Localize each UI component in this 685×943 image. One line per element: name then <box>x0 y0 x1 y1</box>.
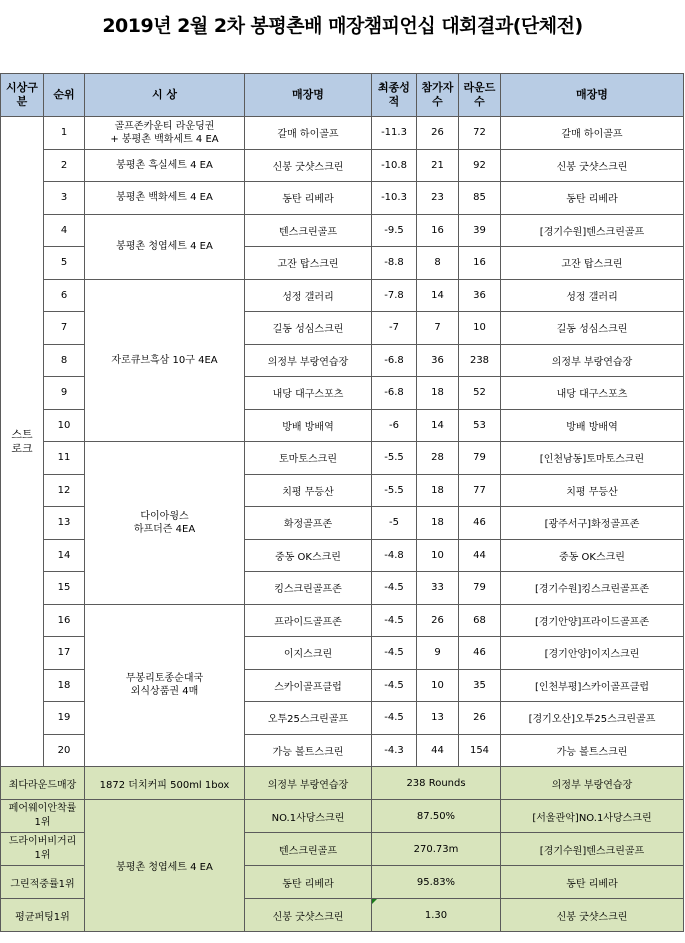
store-cell: 치평 무등산 <box>245 474 372 507</box>
participants-cell: 23 <box>417 182 459 215</box>
award-value: 95.83% <box>372 866 501 899</box>
store2-cell: 갈매 하이골프 <box>501 117 684 150</box>
store2-cell: [경기수원]킹스크린골프존 <box>501 572 684 605</box>
store2-cell: 내당 대구스포츠 <box>501 377 684 410</box>
award-label: 드라이버비거리 1위 <box>1 833 85 866</box>
page-title: 2019년 2월 2차 봉평촌배 매장챔피언십 대회결과(단체전) <box>102 15 583 37</box>
results-table <box>0 73 684 932</box>
score-cell: -4.5 <box>372 669 417 702</box>
rank-cell: 7 <box>44 312 85 345</box>
participants-cell: 10 <box>417 669 459 702</box>
rounds-cell: 154 <box>459 734 501 767</box>
award-store2: [경기수원]텐스크린골프 <box>501 833 684 866</box>
store2-cell: 동탄 리베라 <box>501 182 684 215</box>
award-store2: 의정부 부랑연습장 <box>501 767 684 800</box>
score-cell: -9.5 <box>372 214 417 247</box>
header-rounds: 라운드수 <box>459 74 501 117</box>
award-row-fairway <box>1 800 684 833</box>
header-rank: 순위 <box>44 74 85 117</box>
participants-cell: 10 <box>417 539 459 572</box>
participants-cell: 18 <box>417 474 459 507</box>
rank-cell: 13 <box>44 507 85 540</box>
participants-cell: 36 <box>417 344 459 377</box>
participants-cell: 14 <box>417 409 459 442</box>
prize-cell: 봉평촌 백화세트 4 EA <box>85 182 245 215</box>
store2-cell: [광주서구]화정골프존 <box>501 507 684 540</box>
score-cell: -5 <box>372 507 417 540</box>
award-value: 270.73m <box>372 833 501 866</box>
score-cell: -4.8 <box>372 539 417 572</box>
award-store2: 동탄 리베라 <box>501 866 684 899</box>
store2-cell: 신봉 굿샷스크린 <box>501 149 684 182</box>
rank-cell: 8 <box>44 344 85 377</box>
rounds-cell: 92 <box>459 149 501 182</box>
store-cell: 토마토스크린 <box>245 442 372 475</box>
participants-cell: 18 <box>417 507 459 540</box>
store-cell: 텐스크린골프 <box>245 214 372 247</box>
award-label: 평균퍼팅1위 <box>1 899 85 932</box>
participants-cell: 44 <box>417 734 459 767</box>
rank-cell: 5 <box>44 247 85 280</box>
table-row <box>1 182 684 215</box>
store-cell: 가능 볼트스크린 <box>245 734 372 767</box>
store2-cell: 고잔 탑스크린 <box>501 247 684 280</box>
rounds-cell: 39 <box>459 214 501 247</box>
rank-cell: 1 <box>44 117 85 150</box>
rounds-cell: 52 <box>459 377 501 410</box>
store-cell: 내당 대구스포츠 <box>245 377 372 410</box>
table-row <box>1 149 684 182</box>
score-cell: -10.3 <box>372 182 417 215</box>
score-cell: -11.3 <box>372 117 417 150</box>
rounds-cell: 36 <box>459 279 501 312</box>
score-cell: -6.8 <box>372 344 417 377</box>
participants-cell: 26 <box>417 117 459 150</box>
award-label: 페어웨이안착률 1위 <box>1 800 85 833</box>
rounds-cell: 35 <box>459 669 501 702</box>
rounds-cell: 79 <box>459 572 501 605</box>
store-cell: 중동 OK스크린 <box>245 539 372 572</box>
store2-cell: 성정 갤러리 <box>501 279 684 312</box>
award-store2: [서울관악]NO.1사당스크린 <box>501 800 684 833</box>
store2-cell: 치평 무등산 <box>501 474 684 507</box>
score-cell: -10.8 <box>372 149 417 182</box>
award-store2: 신봉 굿샷스크린 <box>501 899 684 932</box>
rounds-cell: 46 <box>459 637 501 670</box>
header-store: 매장명 <box>245 74 372 117</box>
rank-cell: 14 <box>44 539 85 572</box>
stroke-results <box>1 117 684 767</box>
table-row <box>1 604 684 637</box>
score-cell: -6 <box>372 409 417 442</box>
rounds-cell: 10 <box>459 312 501 345</box>
store2-cell: [인천남동]토마토스크린 <box>501 442 684 475</box>
prize-cell: 골프존카운티 라운딩권 + 봉평촌 백화세트 4 EA <box>85 117 245 150</box>
participants-cell: 8 <box>417 247 459 280</box>
prize-cell: 무봉리토종순대국 외식상품권 4매 <box>85 604 245 767</box>
award-prize: 1872 더치커피 500ml 1box <box>85 767 245 800</box>
award-row-most-rounds <box>1 767 684 800</box>
rank-cell: 2 <box>44 149 85 182</box>
store-cell: 스카이골프클럽 <box>245 669 372 702</box>
special-awards <box>1 767 684 932</box>
store-cell: 동탄 리베라 <box>245 182 372 215</box>
rounds-cell: 79 <box>459 442 501 475</box>
store-cell: 성정 갤러리 <box>245 279 372 312</box>
rounds-cell: 68 <box>459 604 501 637</box>
rank-cell: 12 <box>44 474 85 507</box>
rounds-cell: 26 <box>459 702 501 735</box>
rank-cell: 3 <box>44 182 85 215</box>
award-store: 신봉 굿샷스크린 <box>245 899 372 932</box>
store-cell: 프라이드골프존 <box>245 604 372 637</box>
participants-cell: 18 <box>417 377 459 410</box>
award-store: NO.1사당스크린 <box>245 800 372 833</box>
store2-cell: [인천부평]스카이골프클럽 <box>501 669 684 702</box>
rank-cell: 10 <box>44 409 85 442</box>
participants-cell: 14 <box>417 279 459 312</box>
score-cell: -4.5 <box>372 604 417 637</box>
award-label: 그린적중률1위 <box>1 866 85 899</box>
header-store2: 매장명 <box>501 74 684 117</box>
store-cell: 길동 성심스크린 <box>245 312 372 345</box>
rank-cell: 6 <box>44 279 85 312</box>
award-value: 238 Rounds <box>372 767 501 800</box>
store-cell: 갈매 하이골프 <box>245 117 372 150</box>
category-cell: 스트로크 <box>1 117 44 767</box>
participants-cell: 16 <box>417 214 459 247</box>
prize-cell: 다이아윙스 하프더즌 4EA <box>85 442 245 605</box>
rank-cell: 16 <box>44 604 85 637</box>
score-cell: -7 <box>372 312 417 345</box>
table-row <box>1 117 684 150</box>
participants-cell: 26 <box>417 604 459 637</box>
rounds-cell: 16 <box>459 247 501 280</box>
rounds-cell: 53 <box>459 409 501 442</box>
score-cell: -4.5 <box>372 572 417 605</box>
participants-cell: 7 <box>417 312 459 345</box>
store2-cell: [경기안양]프라이드골프존 <box>501 604 684 637</box>
store2-cell: [경기수원]텐스크린골프 <box>501 214 684 247</box>
award-label: 최다라운드매장 <box>1 767 85 800</box>
store-cell: 화정골프존 <box>245 507 372 540</box>
table-row <box>1 279 684 312</box>
table-row <box>1 442 684 475</box>
rank-cell: 17 <box>44 637 85 670</box>
store-cell: 의정부 부랑연습장 <box>245 344 372 377</box>
rank-cell: 19 <box>44 702 85 735</box>
rounds-cell: 46 <box>459 507 501 540</box>
prize-cell: 봉평촌 청엽세트 4 EA <box>85 214 245 279</box>
store-cell: 킹스크린골프존 <box>245 572 372 605</box>
store2-cell: [경기안양]이지스크린 <box>501 637 684 670</box>
rounds-cell: 72 <box>459 117 501 150</box>
store2-cell: 가능 볼트스크린 <box>501 734 684 767</box>
rounds-cell: 77 <box>459 474 501 507</box>
award-store: 동탄 리베라 <box>245 866 372 899</box>
score-cell: -7.8 <box>372 279 417 312</box>
score-cell: -6.8 <box>372 377 417 410</box>
rank-cell: 15 <box>44 572 85 605</box>
header-score: 최종성적 <box>372 74 417 117</box>
award-shared-prize: 봉평촌 청엽세트 4 EA <box>85 800 245 932</box>
participants-cell: 13 <box>417 702 459 735</box>
participants-cell: 21 <box>417 149 459 182</box>
header-prize: 시 상 <box>85 74 245 117</box>
store2-cell: 방배 방배역 <box>501 409 684 442</box>
award-store: 텐스크린골프 <box>245 833 372 866</box>
score-cell: -4.5 <box>372 702 417 735</box>
store-cell: 고잔 탑스크린 <box>245 247 372 280</box>
header-category: 시상구분 <box>1 74 44 117</box>
participants-cell: 28 <box>417 442 459 475</box>
table-row <box>1 214 684 247</box>
score-cell: -8.8 <box>372 247 417 280</box>
rounds-cell: 44 <box>459 539 501 572</box>
store2-cell: [경기오산]오투25스크린골프 <box>501 702 684 735</box>
header-participants: 참가자수 <box>417 74 459 117</box>
store-cell: 오투25스크린골프 <box>245 702 372 735</box>
participants-cell: 33 <box>417 572 459 605</box>
store2-cell: 의정부 부랑연습장 <box>501 344 684 377</box>
prize-cell: 봉평촌 흑실세트 4 EA <box>85 149 245 182</box>
header-row <box>1 74 684 117</box>
rounds-cell: 238 <box>459 344 501 377</box>
rank-cell: 11 <box>44 442 85 475</box>
rank-cell: 9 <box>44 377 85 410</box>
store-cell: 이지스크린 <box>245 637 372 670</box>
prize-cell: 자로큐브흑삼 10구 4EA <box>85 279 245 442</box>
rank-cell: 20 <box>44 734 85 767</box>
store2-cell: 길동 성심스크린 <box>501 312 684 345</box>
score-cell: -4.5 <box>372 637 417 670</box>
store-cell: 방배 방배역 <box>245 409 372 442</box>
store-cell: 신봉 굿샷스크린 <box>245 149 372 182</box>
award-store: 의정부 부랑연습장 <box>245 767 372 800</box>
rank-cell: 4 <box>44 214 85 247</box>
score-cell: -4.3 <box>372 734 417 767</box>
rounds-cell: 85 <box>459 182 501 215</box>
score-cell: -5.5 <box>372 442 417 475</box>
score-cell: -5.5 <box>372 474 417 507</box>
award-value: 1.30 <box>372 899 501 932</box>
rank-cell: 18 <box>44 669 85 702</box>
participants-cell: 9 <box>417 637 459 670</box>
store2-cell: 중동 OK스크린 <box>501 539 684 572</box>
award-value: 87.50% <box>372 800 501 833</box>
